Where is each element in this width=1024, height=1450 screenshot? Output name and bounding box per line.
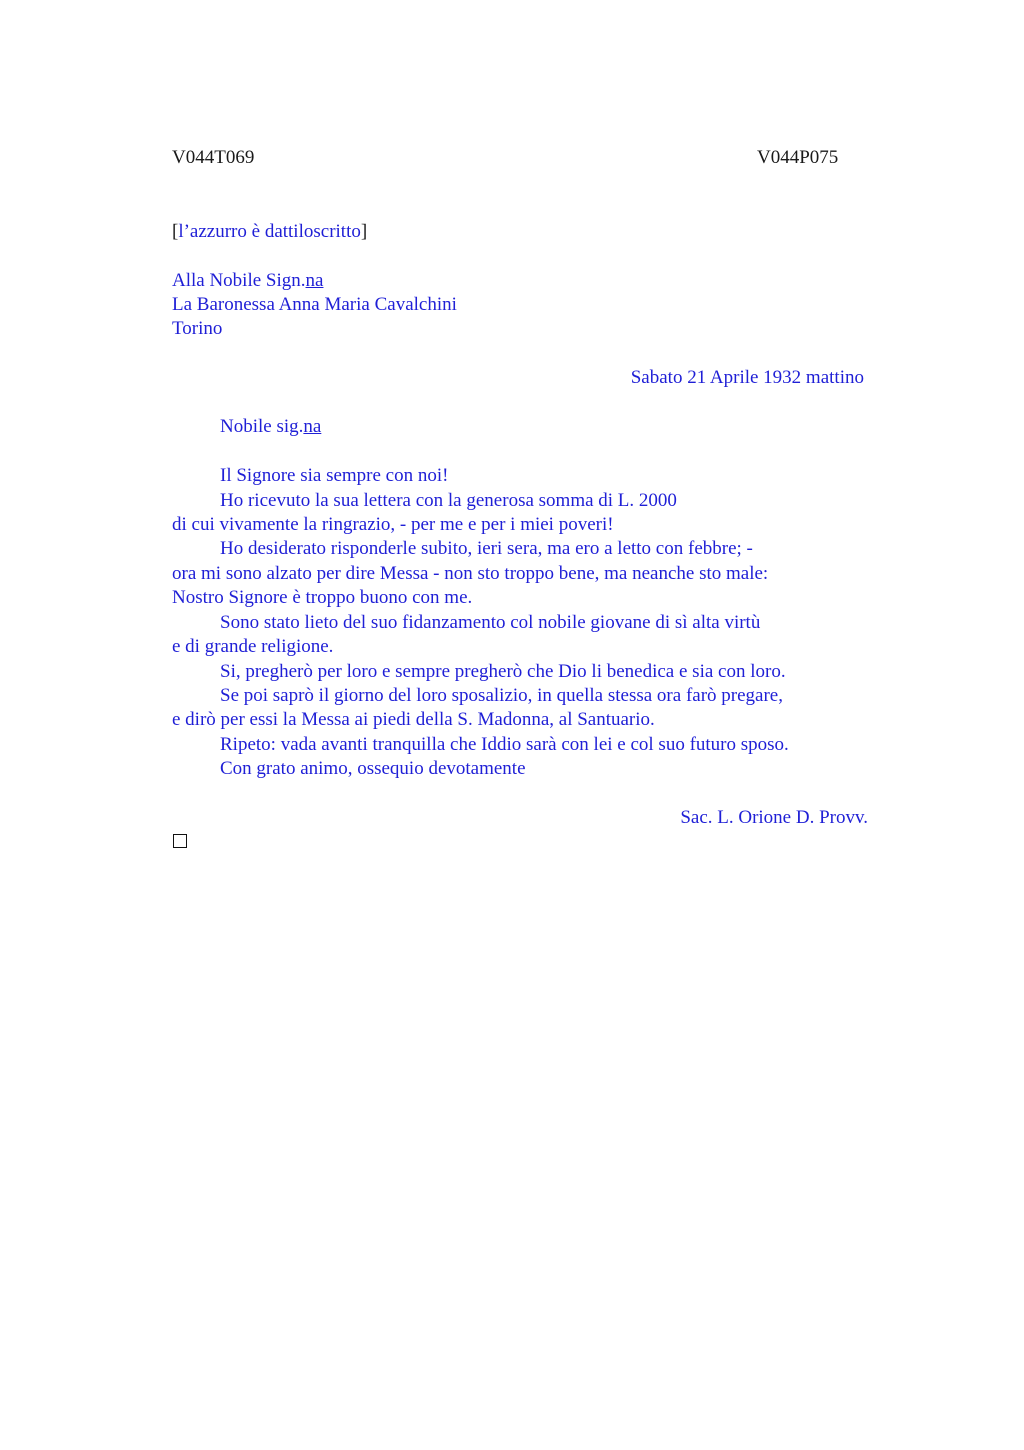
note-text: l’azzurro è dattiloscritto — [178, 221, 361, 242]
address-line-1-suffix: na — [305, 270, 324, 291]
body-line: Ho desiderato risponderle subito, ieri sera, ma ero a letto con febbre; - — [220, 538, 753, 559]
letter-date: Sabato 21 Aprile 1932 mattino — [630, 367, 864, 388]
body-line: Il Signore sia sempre con noi! — [220, 465, 449, 486]
body-line: Sono stato lieto del suo fidanzamento col nobile giovane di sì alta virtù — [220, 612, 761, 633]
address-line-1 — [172, 269, 323, 293]
document-code-left: V044T069 — [172, 147, 255, 168]
body-line: ora mi sono alzato per dire Messa - non sto troppo bene, ma neanche sto male: — [172, 563, 769, 584]
salutation-suffix: na — [303, 416, 322, 437]
body-line: Con grato animo, ossequio devotamente — [220, 758, 526, 779]
body-line: di cui vivamente la ringrazio, - per me e per i miei poveri! — [172, 514, 614, 535]
body-line: e dirò per essi la Messa ai piedi della S. Madonna, al Santuario. — [172, 709, 655, 730]
body-line: Ho ricevuto la sua lettera con la generosa somma di L. 2000 — [220, 490, 677, 511]
signature: Sac. L. Orione D. Provv. — [680, 807, 868, 828]
salutation — [220, 415, 321, 439]
body-line: Ripeto: vada avanti tranquilla che Iddio sarà con lei e col suo futuro sposo. — [220, 734, 789, 755]
address-line-1-text: Alla Nobile Sign. — [172, 270, 306, 291]
body-line: Si, pregherò per loro e sempre pregherò che Dio li benedica e sia con loro. — [220, 661, 786, 682]
address-line-2: La Baronessa Anna Maria Cavalchini — [172, 294, 457, 315]
address-line-3: Torino — [172, 318, 223, 339]
end-box-icon — [173, 834, 187, 848]
note-open-bracket: [ — [172, 221, 179, 242]
salutation-text: Nobile sig. — [220, 416, 304, 437]
note-close-bracket: ] — [360, 221, 368, 242]
body-line: Nostro Signore è troppo buono con me. — [172, 587, 473, 608]
body-line: e di grande religione. — [172, 636, 334, 657]
document-code-right: V044P075 — [757, 147, 839, 168]
body-line: Se poi saprò il giorno del loro sposalizio, in quella stessa ora farò pregare, — [220, 685, 783, 706]
editorial-note — [172, 220, 367, 244]
